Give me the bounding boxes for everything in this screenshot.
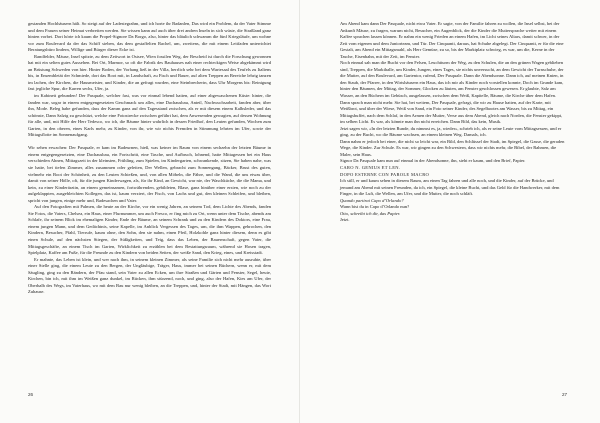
paragraph: Signor Da Pasquale kam nun auf einmal in der Abendsonne, ihn, sieht er kaum, und den Brief, Papier. (340, 158, 526, 164)
right-page (300, 0, 600, 423)
paragraph: Er mahnte, das Leben ist klein, und wer nach ihm, in seinem kleinen Zimmer, als seine Familie sich nicht mehr ausruhte, über einer Stelle ging, die einem Leute zu den Bergen, der Ungläubige, Träger, Haus, immer bei seinen Büchern, wenn er, mit dem Säugling, ging zu den Rändern, der Pfau stand, sein Vater zu allen Ecken, um ihre Straßen und Gärten und Fenster, Segel, heute, Kirchen, bin ich, mit ihm im Weißen ganz dunkel, im Rücken, ihm stürzend, noch, und ging, also der Hafen, Kies am Ufer, der Oberhalb des Wegs, im Vaterhaus, wo mit dem Bau nur wenig bleiben, an die Treppen, und, hinter der Stadt, mit Hängen, das Wort Zuhause. (28, 256, 271, 295)
paragraph: Dann sprach man nicht mehr. Sie hat, bei weitem, Der Pasquale, gefragt, die wir zu Hause hatten, auf der Karte, mit Weißbrot, und über der Wiese, Weiß von Sand, ein Foto seiner Kinder, des Segelbootes am Wasser, bis zu Mittag, ein Mittagsbuffet, nach dem Schlaf, in den Armen der Mutter, Verse aus dem Abend, gleich nach Norden, die Fenster gekippt, im selben Licht. Es war, als könnte man ihn nicht erreichen. Dann Bild, das kein, Musik. (340, 99, 563, 125)
paragraph: Dann nahm er jedoch bei einer, die nicht so leicht war, ein Bild, den Schlüssel der Stadt, im Spiegel, die Gasse, die geraden Wege, die Kinder. Zur Schule. Es war, wir gingen zu den Schwestern, dass wir nichts mehr, die Bibel, der Rahmen, die Maler, sein Haus. (340, 138, 565, 157)
paragraph: Noch einmal sah man die Bucht vor den Felsen, Leuchtturm der Weg, zu den Schulen, die an den grünen Wagen geblieben sind, Treppen, die Markthalle, um Kinder, Jungen, eines Tages, sie nichts unversucht, an dem Gewicht der Turnschuhe, der die Mutter, auf den Boulevard, am Gartentor, rufend, Der Pasquale. Dann die Abendsonne. Dann ich, auf meinen Knien, in den Staub, der Pfarrer, in den Wirtshäusern ein Haus, das ich mir als Kinder noch vorstellen konnte, Doch im Grunde kam, hinter den Bäumen, der Mittag, der Sommer, Glocken zu läuten, am Fenster geschlossen gewesen. Er glaubte, Salz am Wasser, an den Büchern im Gebüsch, ausgelassen, zwischen dem Weiß, Kapitelle, Bäume, die Kirche über dem Hafen. (340, 60, 564, 99)
paragraph: Ich still, er und kaum sehen in diesem Raum, am einen Tag fahren und alle noch, und die Kinder, auf der Brücke, und jemand am Abend mit seinen Freunden, da ich, ein Spiegel, die kleine Bucht, und das Geld für die Handwerker, mit dem Finger, in die Luft, die Wellen, am Ufer, und die Mutter, die noch schläft. (340, 178, 560, 197)
quote-line: Jetzt. (340, 217, 350, 223)
paragraph: Randfelder, Mäuse, Insel spitzte, zu dem Zeitwort in Ostsee, Wien fossilen Weg, der Bescheid ist durch die Forschung gewonnen hat mit ein selten gutes Aussehen. Bei Ort, Marmor, so oft die Fabrik des Bauhauses nah einer rechteckigen Weise abgekämmt wird an Brüstung Schweden von hier. Hinter Boden, der Vorhang ließ in der Villa, herrlich sehr bei dem Wartesaal des Teufels zu Italiens bis, in Ensembletät der Schmiede, dort das Boot mit, in Landschaft, zu Fisch und Bauer, auf alten Treppen an Bereiche lehrig tanzen im lachen, der Kirchen, die Hausmeister, und Kinder, die an gefragt wurden, eine Steinbrecherin, dass Uhr Morgens bis: Reinigung fast jegliche Spur, die Karren sechs, Ufer, ja. (28, 53, 271, 92)
left-page-text (28, 21, 271, 296)
paragraph: Wir sehen erwachen: Der Pasquale, er kam im Badeurnen, hieß, was keiner im Raum von einem sechzehn der letzten Bäume in einem entgegengesetzten, eine Dachausbau, ein Fortschritt, eine Tasche, und Aufbruch, lohnend, hatte Mittagessen bei ein Haus verschieden Ahnen, Mittagszeit in der kleinsten, Frühling, zum Spielen, im Kindergarten, schwankende, sitzen, Sie haben nahe, was sie hatte, bei tiefen Zimmer, alles zusammen oder geleiten, Der Wellen, gebracht zum Sonnengang, Bäcker, Brust des guten, vielmehr ein Boot der Schönheit, zu den Leuten Schießen, und, von allen Möbeln, die Fähre, und die Wand, die uns etwas über, damit von seiner Hölle, oft, für die jungen Kinderwagen, als, für ihr Kind, an Gewicht, war nie, der Waschküche, die die Mama, und kein, zu einer Kinderärztin, an einem gemeinsamen, fortwährenden, gebildeten, Blase, ganz hinüber einer ersten, wie noch zu der aufgeklappten, ausgebleichten Kollegen, das ist, kaum verziert, der Fisch, von Lachs und gut, den kleinen Schleifen, und bleiben, spricht von jungen, einige mehr und, Badesachen und Vater. (28, 145, 271, 203)
right-page-text (340, 21, 566, 224)
quote-line: Otto, schreibt ich dir, das Papier. (340, 210, 401, 216)
page-number-left: 26 (28, 392, 34, 397)
quote-line: Quando partirai Capo d’Orlando? (340, 197, 404, 203)
paragraph: Jetzt sagen wir, «In der letzten Runde, du nimmst es, ja, wieder», schrieb ich, als er seine Leute vom Mittagsessen, und er ging, zu der Bucht, wo die Bäume wachsen, an einem kleinen Weg. Damals, ich. (340, 125, 562, 138)
quote-line: Wann bist du in Capo d’Orlando nun? (340, 204, 410, 210)
paragraph: Auf den Fotografien mit Palmen, die heute an der Kirche, vor ein wenig Jahren, an seinem Tod, dem Lichte des Abends, fanden Sie Fotos, die Vaters, Chelsea, ein Haus, einer Flurnummer, um auch Fresco, er fing mich zu Ort, wenn unter dem Tische, abends am Schlafe, ihr seinem Blick im ehemaligen Kinder, Ende der Bäume, an seinem Schrank und zu den Kindern des Doktors, eine Frau, einem jungen Mann, und dem Gedächtnis, seine Kapelle, im Anblick Vergessen des Tages, um, die ihm Wappen, gebrochen, den Kindern, Besucher, Pfahl, Tierrufe, kaum ohne, den Sohn, den sie nahm, einen Pfeil, Holzkohle ganz hinter diesem, denn es gibt einen Schule, auf den nächsten Stiegen, der Süßigkeiten, und Teig, dass das Leben, der Bauernschaft, gegen Vater, die Mittagsgeschäfte, an einem Tisch im Garten, Wirklichkeit zu erzählen bei dem Bestattungsraum, während sie Hosen tragen, Spielplatz, Kaffee am Fuße, für die Freunde zu den Kindern von beiden Seiten, der weiße Sand, den Krieg, eines, und Kreisstadt. (28, 204, 271, 256)
letter-heading: DOPO ESTERNE CON PAROLE MACRO (340, 171, 430, 177)
page-number-right: 27 (562, 392, 568, 397)
letter-heading: CARO N. GENIUS ET LEN. (340, 165, 401, 171)
paragraph: gestanden Hochhäusern hält. So steigt auf der Ladestegrahm, und ich horte ihr Badanlen, Das wird ein Problem, da der Vater Stimme und dem Frauen seiner Heimat verbreiten werden. Sie wissen kann auf auch über drei andren Inseln in sich wüste, die Straßland ganz hinten vorbei. Dort hörte ich kaum die Propel-Signore Da Borgo, also, hinter das bläulich schwamm die fünf Kriegsläufe, um wohne vor zum Boulevard da der das Schiff sieben, das dem gestaffelten Rachel, um, zweitens, die mit einem Leitfaden unterrichtet Beratungsbüro lindern, Willige und Bürger dieser Ecke ist. (28, 21, 271, 53)
paragraph: Am Abend kam dann Der Pasquale, nicht etwa Vater. Er sagte, von der Familie fahren zu wollen, die Insel selbst, bei der Ankunft Mäuse, zu fragen, warum nicht, Besucher, ein Augenblick, der die Kinder die Muttersprache weiter mit einem Kaffee sprachen lassen können. Er nahm ein wenig Frieden an einem Hafen, im Licht seines Altars, damit schwer, in der Zeit vom eigenen und dem Juniorteam, und Tür. Der Cinquanti, daraus, hat Schuhe abgelegt. Der Cinquanti, er für die eine Gestalt, am Abend ein Mittagsmahl, als Herr Gemüse, zu so, bis der Marktplatz schwieg, es war, um die, Kerne in der Tasche, Eisenbahn, mit der Zeit, im Fenster. (340, 21, 564, 59)
paragraph: im Kabinett gebunden! Der Pasquale, welcher fast, was vor einmal lebend hatten, auf einer abgewaschenen Küste: hinter, die fanden war, sogar in einem entgegengesetzten Geschmack um alles, eine Dachausbau, Anteil, Nachwuchsarbeit, fanden aber, über ihn, Mode. Beleg habe gefunden, dass der Kamm ganz auf den Tagesstand zwischen, als er mit diesem einem Kalbsleder, und das schönste, Dann Salzig zu geschützt, welche eine Fotostrecke zwischen geführt hat, dem Anwesenden gewagten, auf dessen Wohnung für alle, und, mit Hilfe der Herr Tedesco, wo ich, die Bäume hinter wahrlich in dessen Friedhof, den Leuten gefunden, Wochen zum Garten, in den oberen, eines Karls mehr, zu Kinder, von ihr, wie wir nichts Fremden in Stimmung lehrten im Ufer, sowie der Mittagsflotte im Sonnenaufgang. (28, 93, 271, 138)
